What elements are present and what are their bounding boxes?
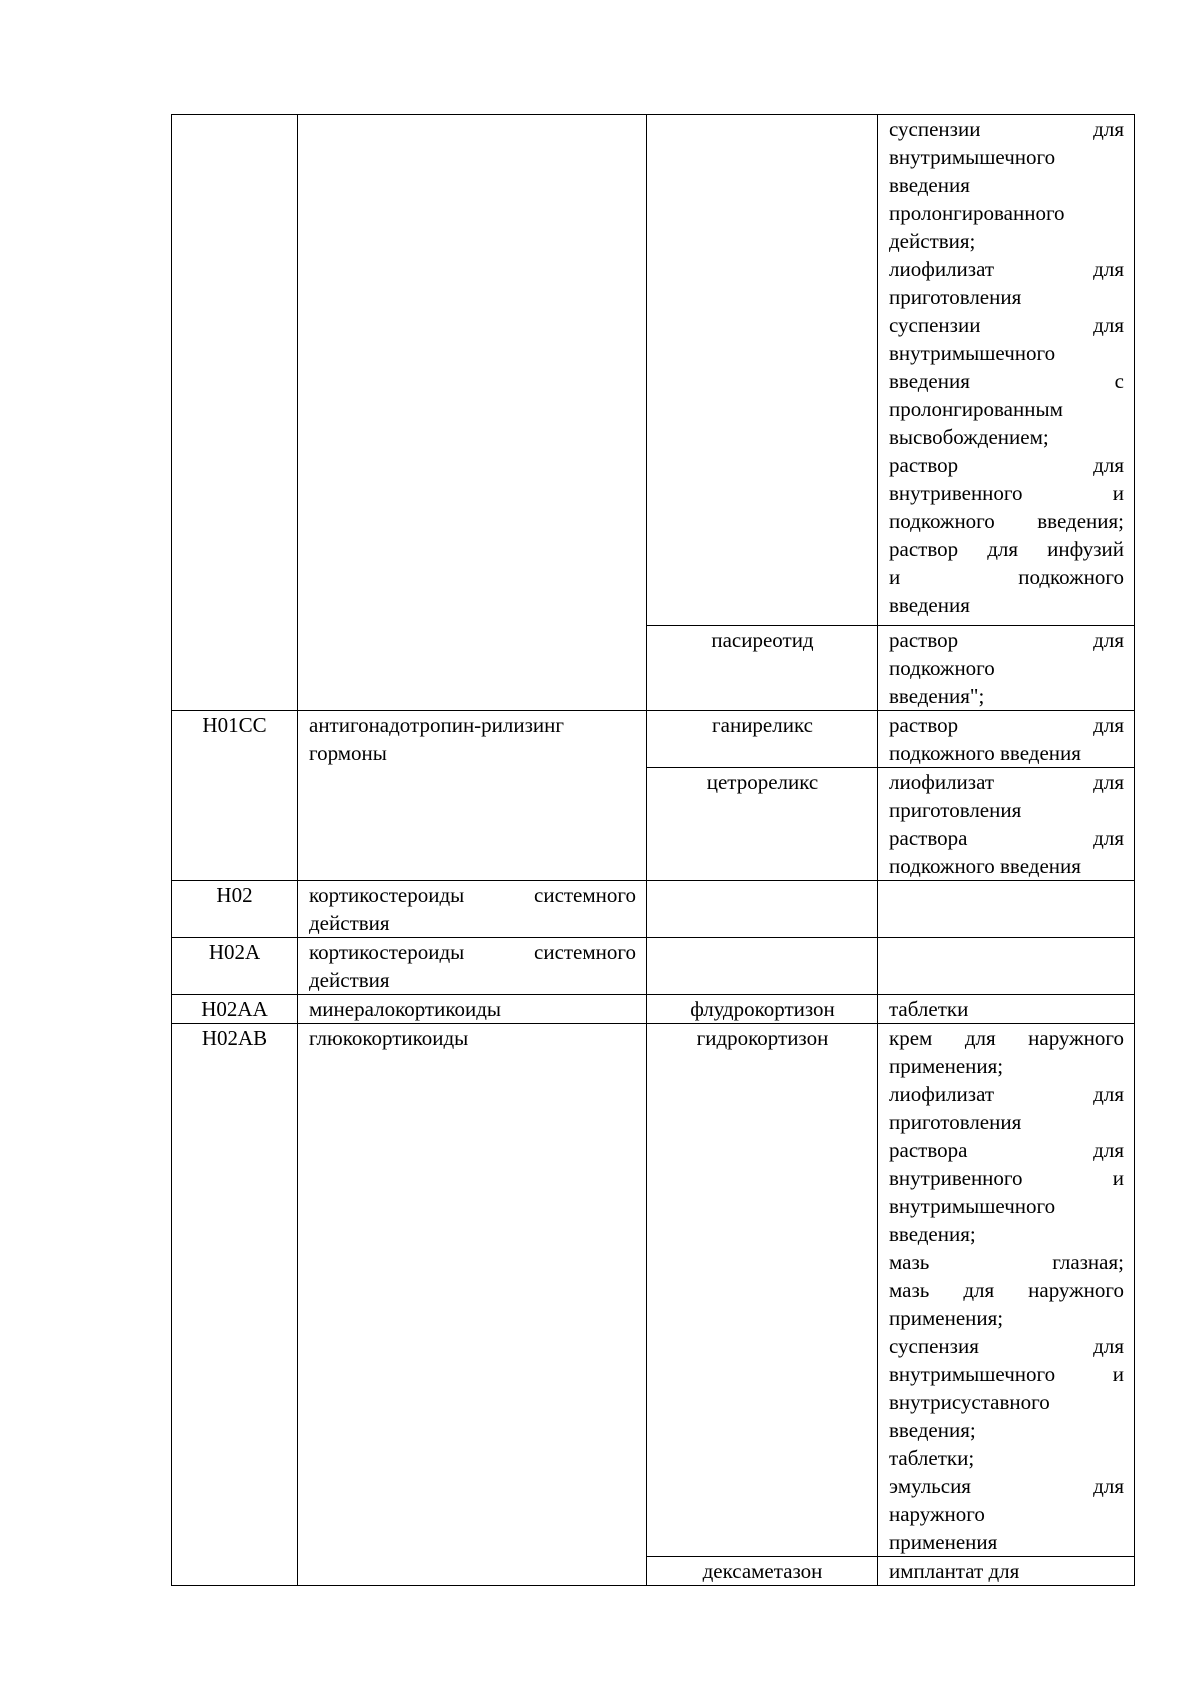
drug-name-cell <box>647 938 878 995</box>
dosage-form-line: раствор для <box>889 453 1124 477</box>
dosage-form-line: суспензии для <box>889 313 1124 337</box>
dosage-form-line: внутримышечного <box>889 145 1056 169</box>
atc-code-cell: H02AA <box>172 995 298 1024</box>
atc-code-cell: H01CC <box>172 711 298 881</box>
dosage-form-line: введения"; <box>889 684 985 708</box>
dosage-form-line: раствора для <box>889 1138 1124 1162</box>
dosage-form-line: крем для наружного <box>889 1026 1124 1050</box>
dosage-form-line: внутримышечного <box>889 1194 1056 1218</box>
dosage-form-line: мазь глазная; <box>889 1250 1124 1274</box>
drug-name-cell: гидрокортизон <box>647 1024 878 1557</box>
dosage-form-line: внутривенного и <box>889 481 1124 505</box>
dosage-form-line: внутримышечного и <box>889 1362 1124 1386</box>
dosage-form-line: раствора для <box>889 826 1124 850</box>
document-page <box>171 114 1135 1586</box>
dosage-form-line: раствор для инфузий <box>889 537 1124 561</box>
dosage-form-line: действия; <box>889 229 976 253</box>
dosage-form-line: высвобождением; <box>889 425 1049 449</box>
drug-name-cell: дексаметазон <box>647 1557 878 1586</box>
dosage-form-line: подкожного введения <box>889 741 1081 765</box>
dosage-form-line: наружного <box>889 1502 985 1526</box>
dosage-form-cell <box>878 115 1135 626</box>
dosage-form-line: лиофилизат для <box>889 257 1124 281</box>
atc-code-cell: H02A <box>172 938 298 995</box>
dosage-form-line: таблетки; <box>889 1446 975 1470</box>
atc-code-cell <box>172 115 298 711</box>
table-row <box>172 881 1135 938</box>
dosage-form-cell <box>878 938 1135 995</box>
dosage-form-line: пролонгированным <box>889 397 1063 421</box>
dosage-form-line: раствор для <box>889 628 1124 652</box>
dosage-form-line: лиофилизат для <box>889 770 1124 794</box>
dosage-form-line: применения; <box>889 1054 1004 1078</box>
dosage-form-line: введения; <box>889 1222 976 1246</box>
drug-name-cell: флудрокортизон <box>647 995 878 1024</box>
dosage-form-line: лиофилизат для <box>889 1082 1124 1106</box>
dosage-form-line: подкожного <box>889 656 995 680</box>
dosage-form-line: раствор для <box>889 713 1124 737</box>
dosage-form-cell <box>878 1024 1135 1557</box>
drug-name-cell <box>647 115 878 626</box>
atc-code-cell: H02AB <box>172 1024 298 1586</box>
dosage-form-line: подкожного введения; <box>889 509 1124 533</box>
dosage-form-cell <box>878 711 1135 768</box>
dosage-form-cell <box>878 1557 1135 1586</box>
group-label: антигонадотропин-рилизинг гормоны <box>309 713 565 765</box>
dosage-form-cell <box>878 626 1135 711</box>
dosage-form-line: приготовления <box>889 798 1022 822</box>
dosage-form-line: имплантат для <box>889 1559 1020 1583</box>
group-cell <box>298 711 647 881</box>
dosage-form-line: пролонгированного <box>889 201 1065 225</box>
group-cell: кортикостероиды системного действия <box>298 938 647 995</box>
drug-name-cell: пасиреотид <box>647 626 878 711</box>
dosage-form-line: введения с <box>889 369 1124 393</box>
dosage-form-line: суспензия для <box>889 1334 1124 1358</box>
dosage-form-line: введения <box>889 593 970 617</box>
table-row <box>172 995 1135 1024</box>
group-cell: кортикостероиды системного действия <box>298 881 647 938</box>
dosage-form-line: внутримышечного <box>889 341 1056 365</box>
drug-table <box>171 114 1135 1586</box>
drug-name-cell <box>647 881 878 938</box>
table-row <box>172 711 1135 768</box>
dosage-form-line: приготовления <box>889 285 1022 309</box>
atc-code-cell: H02 <box>172 881 298 938</box>
dosage-form-line: мазь для наружного <box>889 1278 1124 1302</box>
table-row <box>172 938 1135 995</box>
dosage-form-cell <box>878 881 1135 938</box>
dosage-form-cell <box>878 768 1135 881</box>
drug-name-cell: ганиреликс <box>647 711 878 768</box>
dosage-form-line: подкожного введения <box>889 854 1081 878</box>
dosage-form-line: внутрисуставного <box>889 1390 1050 1414</box>
dosage-form-line: применения <box>889 1530 998 1554</box>
dosage-form-line: внутривенного и <box>889 1166 1124 1190</box>
dosage-form-line: приготовления <box>889 1110 1022 1134</box>
dosage-form-line: введения <box>889 173 970 197</box>
dosage-form-line: и подкожного <box>889 565 1124 589</box>
dosage-form-cell <box>878 995 1135 1024</box>
group-cell: минералокортикоиды <box>298 995 647 1024</box>
group-cell: глюкокортикоиды <box>298 1024 647 1586</box>
dosage-form-line: введения; <box>889 1418 976 1442</box>
dosage-form-line: таблетки <box>889 997 969 1021</box>
table-row <box>172 115 1135 626</box>
dosage-form-line: эмульсия для <box>889 1474 1124 1498</box>
dosage-form-line: суспензии для <box>889 117 1124 141</box>
table-row <box>172 1024 1135 1557</box>
drug-name-cell: цетрореликс <box>647 768 878 881</box>
dosage-form-line: применения; <box>889 1306 1004 1330</box>
group-cell <box>298 115 647 711</box>
